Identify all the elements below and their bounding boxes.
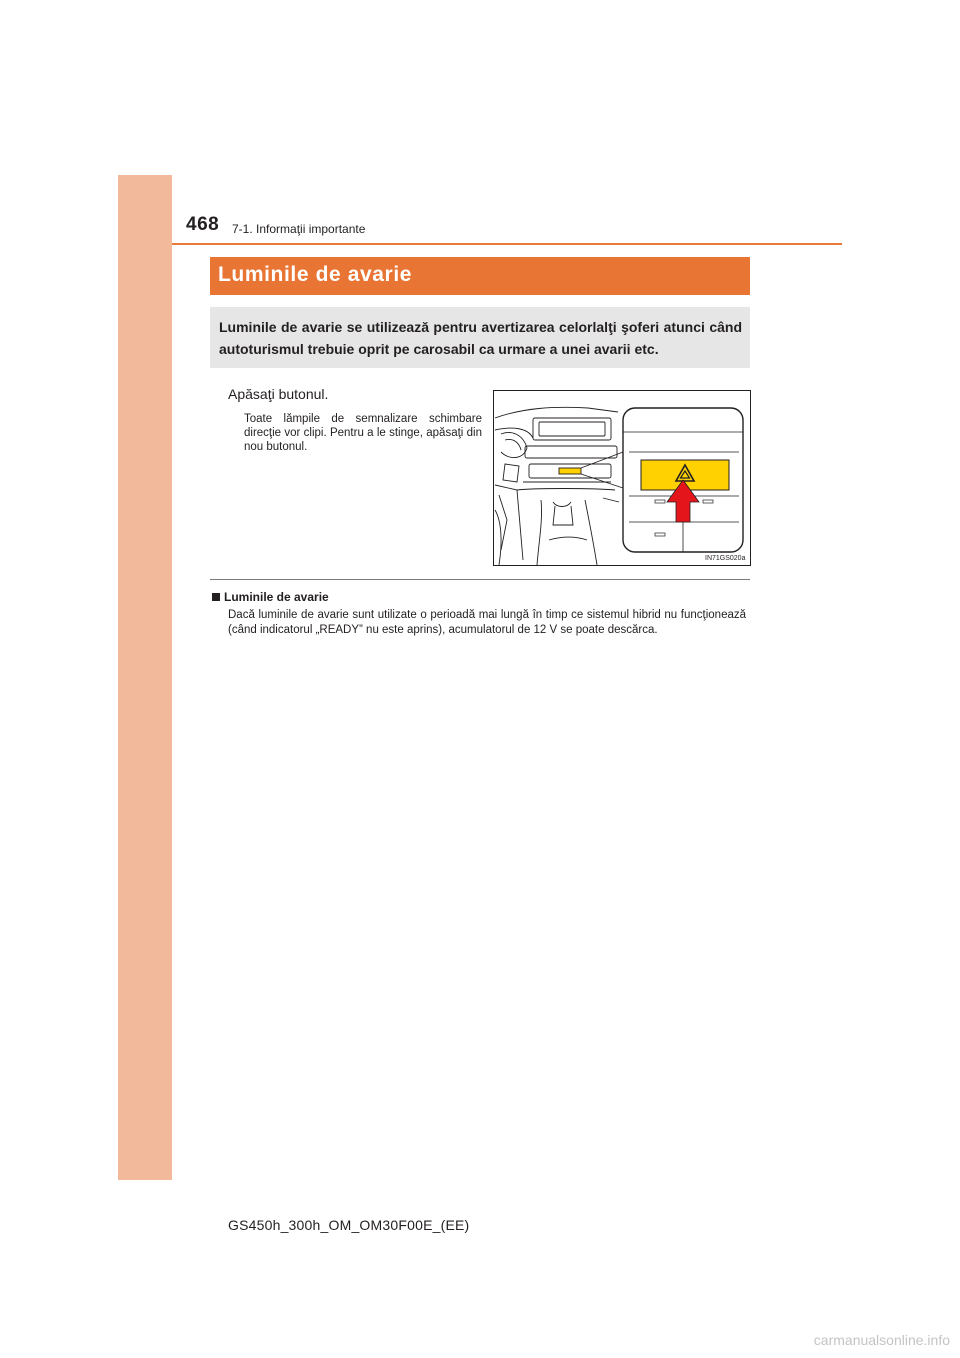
footer-document-code: GS450h_300h_OM_OM30F00E_(EE) <box>228 1217 470 1233</box>
intro-text: Luminile de avarie se utilizează pentru avertizarea celorlalţi şoferi atunci când autoturismul trebuie oprit pe carosabil ca urmare a unei avarii etc. <box>219 319 742 357</box>
intro-box <box>210 307 750 368</box>
square-bullet-icon <box>212 593 220 601</box>
footer-watermark: carmanualsonline.info <box>813 1332 950 1348</box>
section-header <box>210 257 750 295</box>
step-title: Apăsaţi butonul. <box>228 386 329 402</box>
step-description: Toate lămpile de semnalizare schimbare direcţie vor clipi. Pentru a le stinge, apăsaţi din nou butonul. <box>244 413 482 453</box>
note-title-text: Luminile de avarie <box>224 590 329 604</box>
page-number: 468 <box>186 214 220 235</box>
note-text: Dacă luminile de avarie sunt utilizate o perioadă mai lungă în timp ce sistemul hibrid nu funcţionează (când indicatorul „READY” nu este aprins), acumulatorul de 12 V se poate descărca. <box>228 609 746 636</box>
section-title: Luminile de avarie <box>218 263 413 286</box>
note-title <box>212 590 329 604</box>
chapter-title: 7-1. Informaţii importante <box>232 222 366 236</box>
note-divider <box>210 579 750 580</box>
side-tab-strip <box>118 175 172 1180</box>
illustration-code: IN71GS020a <box>705 555 746 562</box>
hazard-button-illustration <box>493 390 751 566</box>
header-rule <box>172 243 842 245</box>
